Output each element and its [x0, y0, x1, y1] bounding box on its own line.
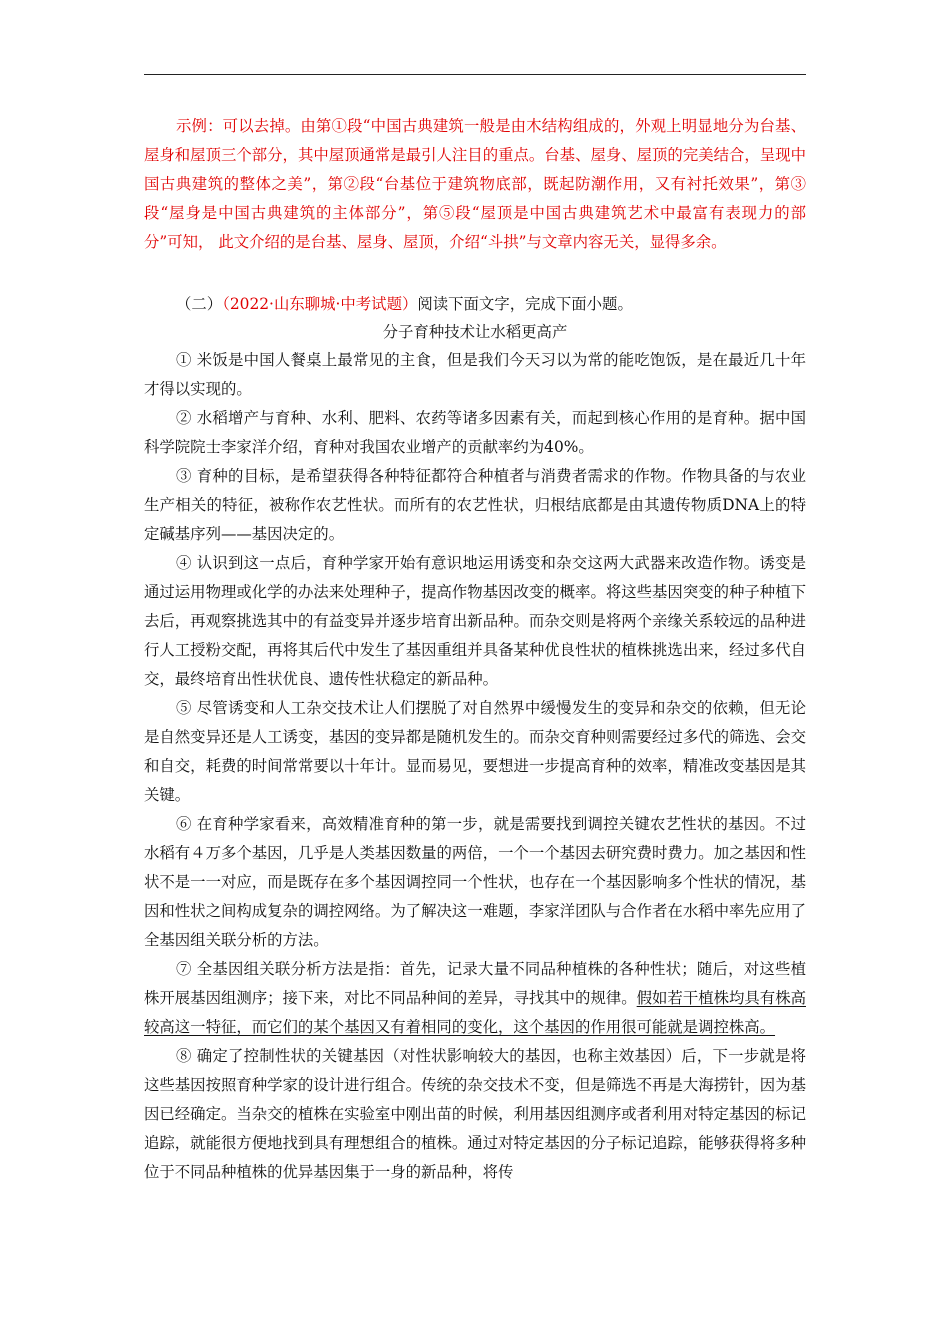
paragraph-2: ② 水稻增产与育种、水利、肥料、农药等诸多因素有关，而起到核心作用的是育种。据中国科学院院士李家洋介绍，育种对我国农业增产的贡献率约为40%。: [144, 409, 806, 456]
paragraph-7: [144, 955, 806, 1042]
paragraph-1: ① 米饭是中国人餐桌上最常见的主食，但是我们今天习以为常的能吃饱饭，是在最近几十年才得以实现的。: [144, 351, 806, 398]
paragraph-6: ⑥ 在育种学家看来，高效精准育种的第一步，就是需要找到调控关键农艺性状的基因。不过水稻有４万多个基因，几乎是人类基因数量的两倍，一个一个基因去研究费时费力。加之基因和性状不是一一对应，而是既存在多个基因调控同一个性状，也存在一个基因影响多个性状的情况，基因和性状之间构成复杂的调控网络。为了解决这一难题，李家洋团队与合作者在水稻中率先应用了全基因组关联分析的方法。: [144, 815, 806, 949]
header-rule: [144, 74, 806, 75]
article-title: 分子育种技术让水稻更高产: [382, 323, 568, 341]
answer-example: 示例：可以去掉。由第①段“中国古典建筑一般是由木结构组成的，外观上明显地分为台基、屋身和屋顶三个部分，其中屋顶通常是最引人注目的重点。台基、屋身、屋顶的完美结合，呈现中国古典建筑的整体之美”，第②段“台基位于建筑物底部，既起防潮作用，又有衬托效果”，第③段“屋身是中国古典建筑的主体部分”，第⑤段“屋顶是中国古典建筑艺术中最富有表现力的部分”可知， 此文介绍的是台基、屋身、屋顶，介绍“斗拱”与文章内容无关，显得多余。: [144, 117, 806, 251]
section-label: （二）: [176, 295, 223, 313]
paragraph-7-text: ⑦ 全基因组关联分析方法是指：首先，记录大量不同品种植株的各种性状；随后，对这些植株开展基因组测序；接下来，对比不同品种间的差异，寻找其中的规律。: [144, 960, 806, 1007]
section-instruction: 阅读下面文字，完成下面小题。: [417, 295, 633, 313]
paragraph-5: ⑤ 尽管诱变和人工杂交技术让人们摆脱了对自然界中缓慢发生的变异和杂交的依赖，但无论是自然变异还是人工诱变，基因的变异都是随机发生的。而杂交育种则需要经过多代的筛选、会交和自交，耗费的时间常常要以十年计。显而易见，要想进一步提高育种的效率，精准改变基因是其关键。: [144, 699, 806, 804]
paragraph-3: ③ 育种的目标，是希望获得各种特征都符合种植者与消费者需求的作物。作物具备的与农业生产相关的特征，被称作农艺性状。而所有的农艺性状，归根结底都是由其遗传物质DNA上的特定碱基序列——基因决定的。: [144, 467, 806, 543]
exam-source: （2022·山东聊城·中考试题）: [222, 295, 418, 313]
paragraph-4: ④ 认识到这一点后，育种学家开始有意识地运用诱变和杂交这两大武器来改造作物。诱变是通过运用物理或化学的办法来处理种子，提高作物基因改变的概率。将这些基因突变的种子种植下去后，再观察挑选其中的有益变异并逐步培育出新品种。而杂交则是将两个亲缘关系较远的品种进行人工授粉交配，再将其后代中发生了基因重组并具备某种优良性状的植株挑选出来，经过多代自交，最终培育出性状优良、遗传性状稳定的新品种。: [144, 554, 806, 688]
underlined-sentence: 假如若干植株均具有株高较高这一特征，而它们的某个基因又有着相同的变化，这个基因的作用很可能就是调控株高。: [144, 989, 806, 1036]
section-heading: [144, 290, 806, 318]
page-content: [144, 112, 806, 1187]
paragraph-8: ⑧ 确定了控制性状的关键基因（对性状影响较大的基因，也称主效基因）后，下一步就是将这些基因按照育种学家的设计进行组合。传统的杂交技术不变，但是筛选不再是大海捞针，因为基因已经确定。当杂交的植株在实验室中刚出苗的时候，利用基因组测序或者利用对特定基因的标记追踪，就能很方便地找到具有理想组合的植株。通过对特定基因的分子标记追踪，能够获得将多种位于不同品种植株的优异基因集于一身的新品种，将传: [144, 1047, 806, 1181]
